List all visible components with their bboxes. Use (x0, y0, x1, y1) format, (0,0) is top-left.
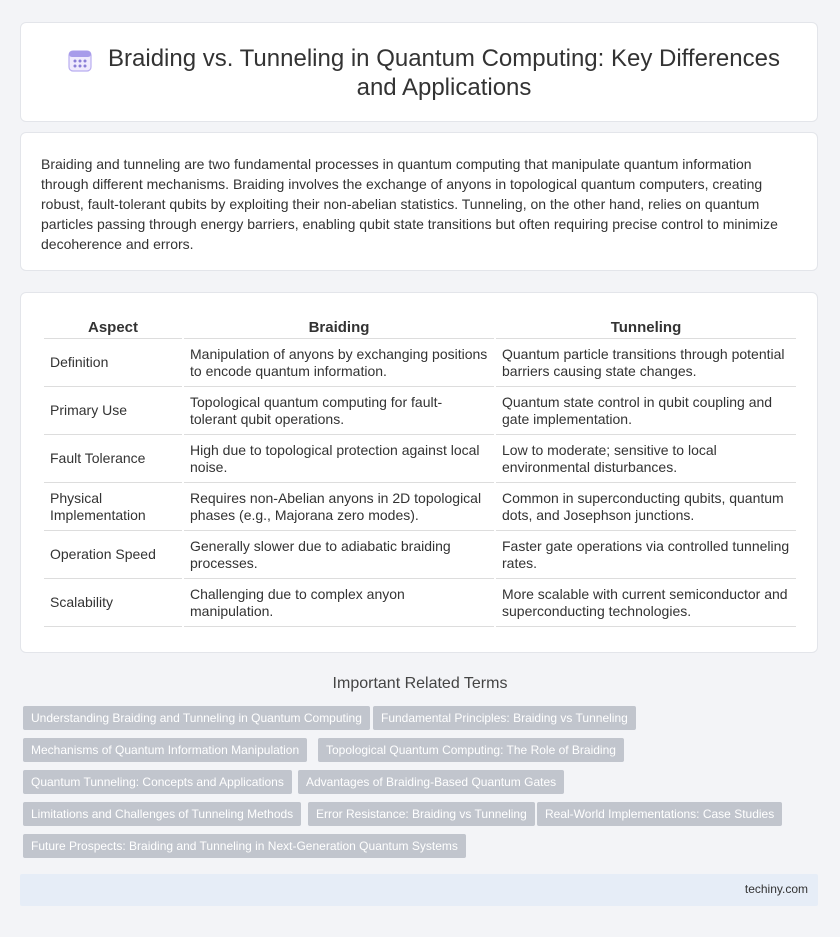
related-term-tag[interactable]: Fundamental Principles: Braiding vs Tunneling (373, 706, 636, 730)
table-row (44, 531, 796, 579)
related-terms-heading: Important Related Terms (332, 675, 508, 692)
row-aspect: Operation Speed (44, 531, 182, 579)
related-term-tag[interactable]: Future Prospects: Braiding and Tunneling in Next-Generation Quantum Systems (23, 834, 466, 858)
row-aspect: Fault Tolerance (44, 435, 182, 483)
footer (20, 874, 818, 906)
intro-card (20, 132, 818, 271)
comparison-table-card (20, 292, 818, 653)
row-braiding: Generally slower due to adiabatic braiding processes. (184, 531, 494, 579)
row-braiding: Topological quantum computing for fault-tolerant qubit operations. (184, 387, 494, 435)
table-row (44, 579, 796, 627)
row-braiding: Requires non-Abelian anyons in 2D topological phases (e.g., Majorana zero modes). (184, 483, 494, 531)
related-term-tag[interactable]: Error Resistance: Braiding vs Tunneling (308, 802, 535, 826)
related-term-tag[interactable]: Limitations and Challenges of Tunneling Methods (23, 802, 301, 826)
related-term-tag[interactable]: Quantum Tunneling: Concepts and Applications (23, 770, 292, 794)
header-aspect: Aspect (44, 315, 182, 339)
table-header-row (44, 315, 796, 339)
related-term-tag[interactable]: Real-World Implementations: Case Studies (537, 802, 782, 826)
related-term-tag[interactable]: Topological Quantum Computing: The Role of Braiding (318, 738, 624, 762)
related-term-tag[interactable]: Understanding Braiding and Tunneling in Quantum Computing (23, 706, 370, 730)
table-row (44, 387, 796, 435)
intro-text: Braiding and tunneling are two fundamental processes in quantum computing that manipulate quantum information through different mechanisms. Braiding involves the exchange of anyons in topological quantum computers, creating robust, fault-tolerant qubits by exploiting their non-abelian statistics. Tunneling, on the other hand, relies on quantum particles passing through energy barriers, enabling qubit state transitions but often requiring precise control to minimize decoherence and errors. (41, 156, 778, 252)
table-row (44, 483, 796, 531)
header-braiding: Braiding (184, 315, 494, 339)
row-tunneling: More scalable with current semiconductor and superconducting technologies. (496, 579, 796, 627)
page-title: Braiding vs. Tunneling in Quantum Computing: Key Differences and Applications (108, 45, 780, 101)
row-braiding: Manipulation of anyons by exchanging positions to encode quantum information. (184, 339, 494, 387)
row-tunneling: Quantum particle transitions through potential barriers causing state changes. (496, 339, 796, 387)
row-tunneling: Common in superconducting qubits, quantum dots, and Josephson junctions. (496, 483, 796, 531)
row-braiding: Challenging due to complex anyon manipulation. (184, 579, 494, 627)
row-aspect: Scalability (44, 579, 182, 627)
table-row (44, 435, 796, 483)
related-term-tag[interactable]: Mechanisms of Quantum Information Manipulation (23, 738, 307, 762)
row-aspect: Definition (44, 339, 182, 387)
related-term-tag[interactable]: Advantages of Braiding-Based Quantum Gates (298, 770, 564, 794)
row-tunneling: Quantum state control in qubit coupling and gate implementation. (496, 387, 796, 435)
row-braiding: High due to topological protection against local noise. (184, 435, 494, 483)
table-row (44, 339, 796, 387)
row-tunneling: Faster gate operations via controlled tunneling rates. (496, 531, 796, 579)
footer-site-label[interactable]: techiny.com (744, 882, 808, 896)
title-card (20, 22, 818, 122)
header-tunneling: Tunneling (496, 315, 796, 339)
row-aspect: Physical Implementation (44, 483, 182, 531)
row-aspect: Primary Use (44, 387, 182, 435)
comparison-table (42, 315, 798, 627)
row-tunneling: Low to moderate; sensitive to local environmental disturbances. (496, 435, 796, 483)
calendar-grid-icon (67, 47, 93, 73)
